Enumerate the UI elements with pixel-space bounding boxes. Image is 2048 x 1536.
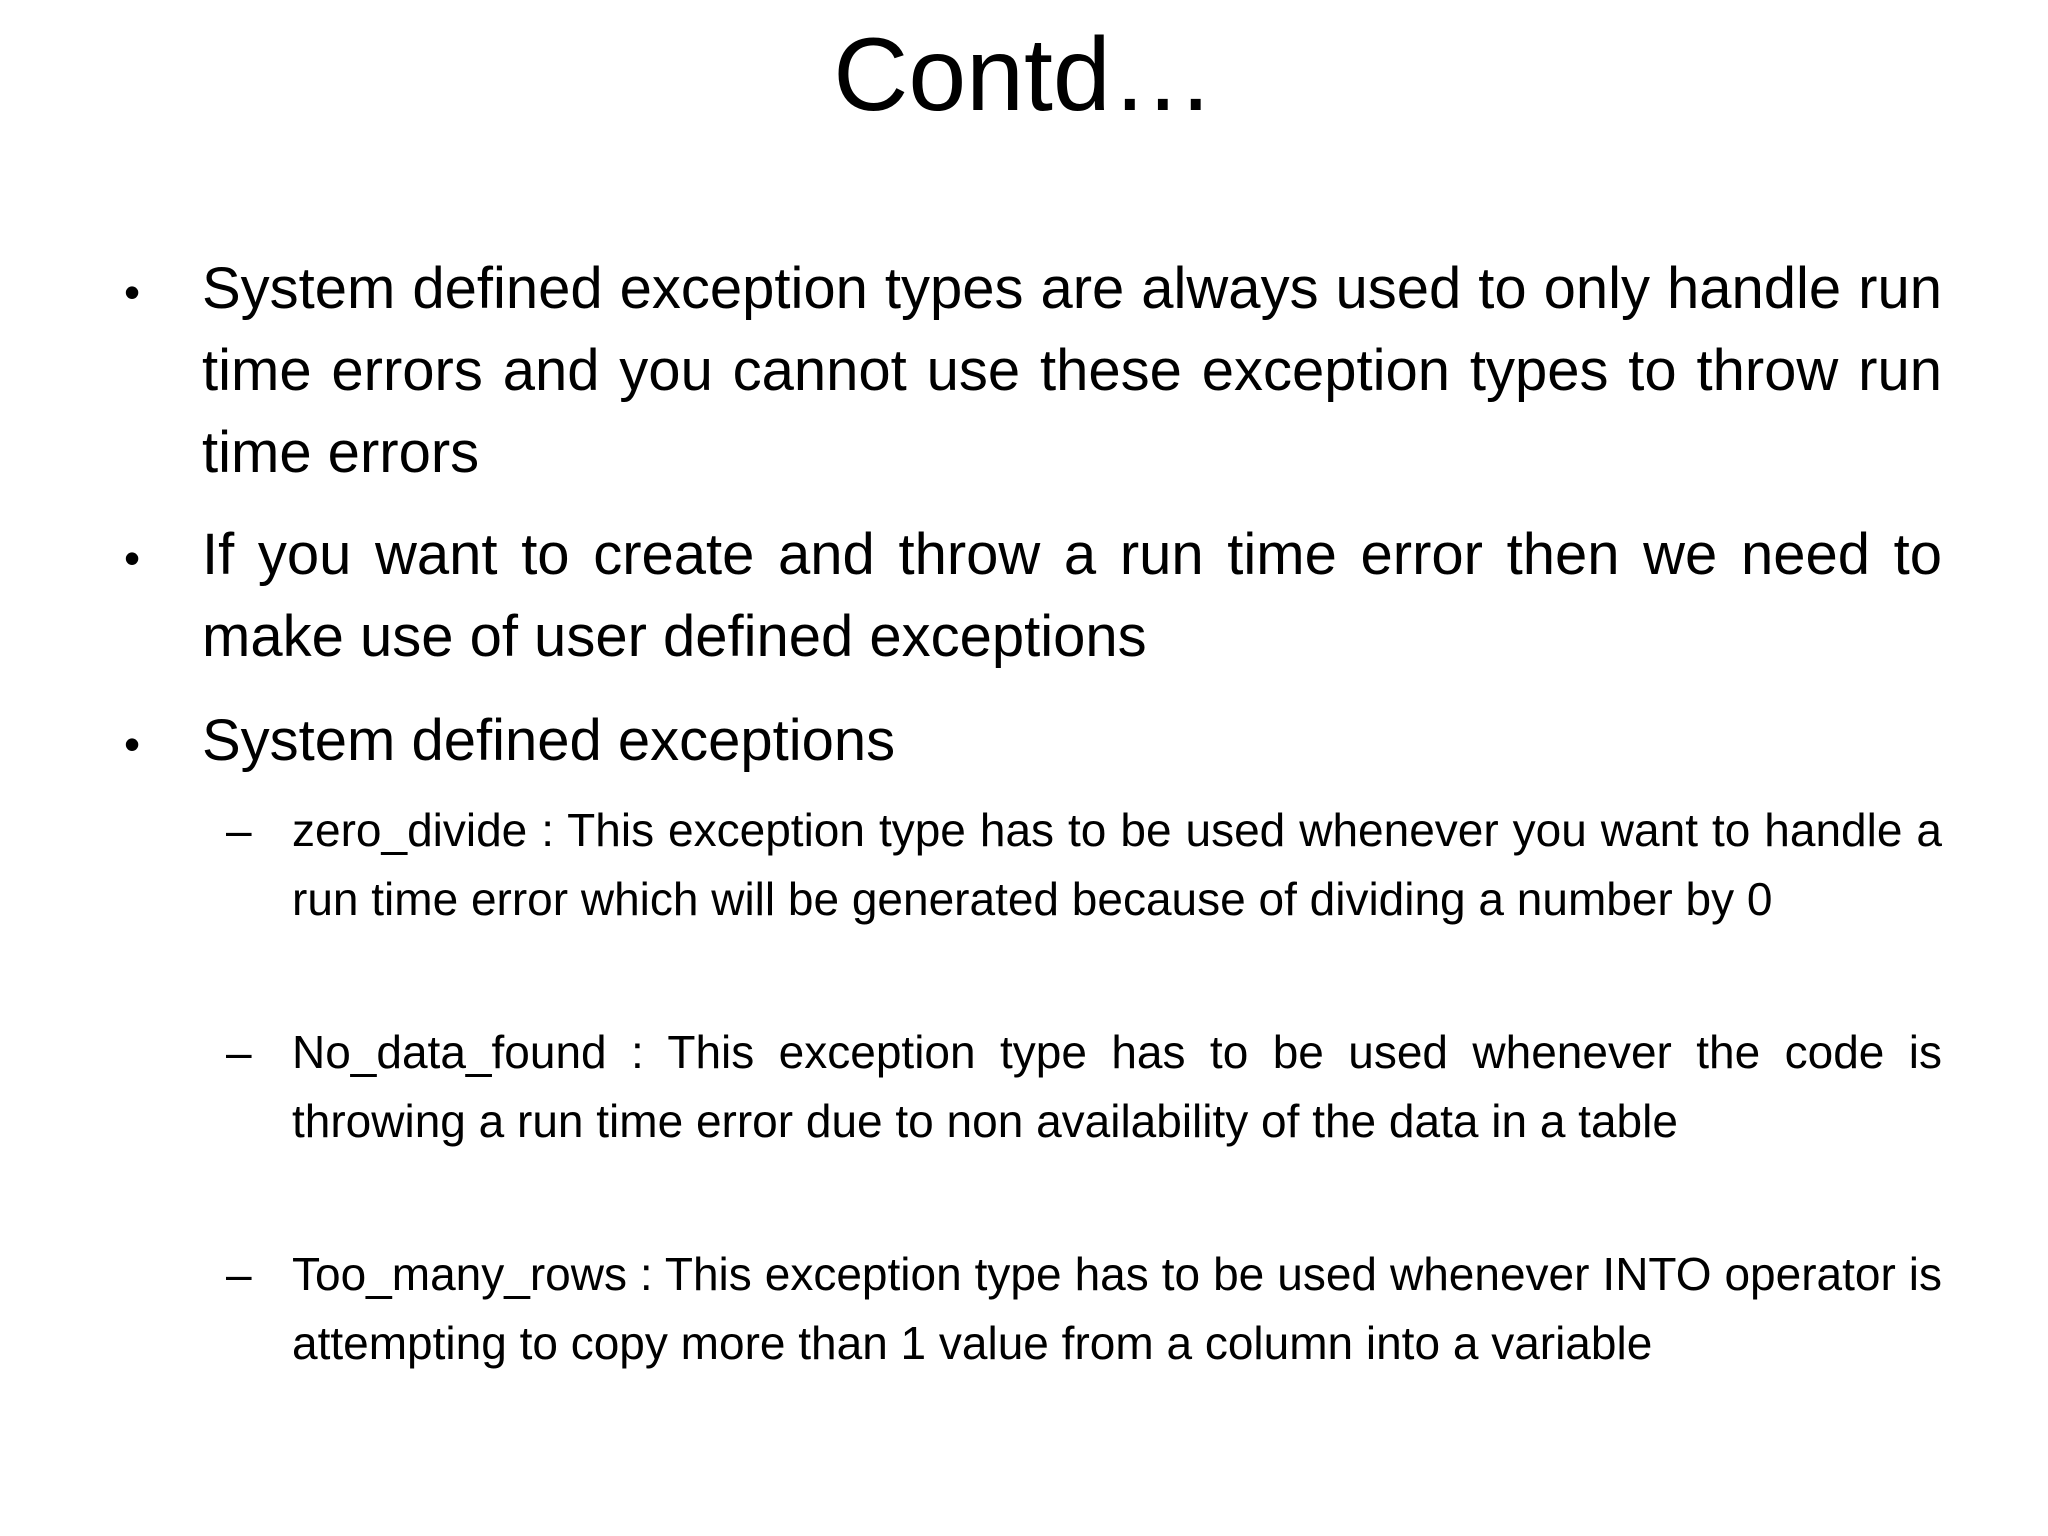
sub-bullet-item: zero_divide : This exception type has to be used whenever you want to handle a run time error which will be generated because of dividing a number by 0 bbox=[292, 804, 1942, 925]
bullet-item: System defined exception types are always used to only handle run time errors and you cannot use these exception types to throw run time errors bbox=[202, 256, 1942, 485]
bullet-item: If you want to create and throw a run time error then we need to make use of user defined exceptions bbox=[202, 522, 1942, 669]
sub-bullet-item: No_data_found : This exception type has to be used whenever the code is throwing a run time error due to non availability of the data in a table bbox=[292, 1026, 1942, 1147]
sub-bullet-marker: – bbox=[226, 804, 252, 856]
sub-bullet-marker: – bbox=[226, 1248, 252, 1300]
bullet-marker: • bbox=[124, 532, 141, 584]
sub-bullet-marker: – bbox=[226, 1026, 252, 1078]
bullet-marker: • bbox=[124, 718, 141, 770]
sub-bullet-item: Too_many_rows : This exception type has to be used whenever INTO operator is attempting to copy more than 1 value from a column into a variable bbox=[292, 1248, 1942, 1369]
bullet-marker: • bbox=[124, 266, 141, 318]
slide-title: Contd… bbox=[833, 17, 1215, 133]
bullet-item: System defined exceptions bbox=[202, 708, 896, 773]
